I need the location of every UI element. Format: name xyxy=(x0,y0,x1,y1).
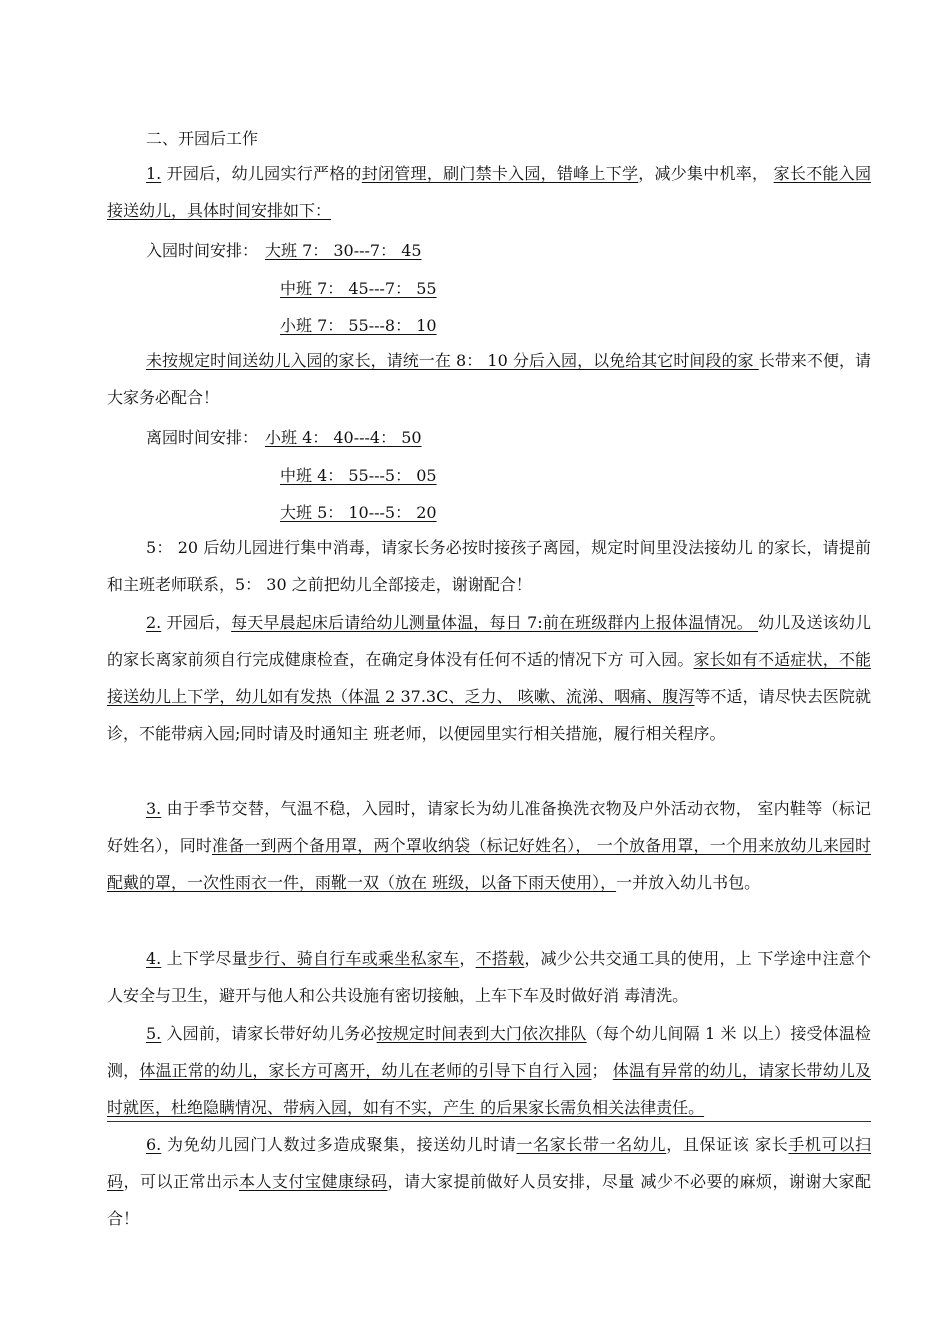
text-segment: 开园后， xyxy=(161,613,232,632)
underlined-text: 按规定时间表到大门依次排队 xyxy=(376,1024,587,1043)
text-segment: （每个幼儿间隔 1 米 以上）接受体温检测， xyxy=(107,1024,871,1080)
arrival-row-1: 大班 7： 30---7： 45 xyxy=(265,241,422,260)
item-number: 6. xyxy=(146,1135,162,1154)
underlined-text: 手机可以扫码 xyxy=(107,1135,871,1191)
arrival-schedule-label: 入园时间安排： xyxy=(146,241,259,260)
text-segment: ，可以正常出示 xyxy=(123,1172,239,1191)
item-5-paragraph xyxy=(107,1015,871,1126)
text-segment: 入园前，请家长带好幼儿务必 xyxy=(161,1024,377,1043)
underlined-text: 体温有异常的幼儿，请家长带幼儿及时就医，杜绝隐瞒情况、带病入园，如有不实，产生 的后果家长需负相关法律责任。 xyxy=(107,1061,871,1117)
section-title: 二、开园后工作 xyxy=(146,129,259,148)
disinfection-note: 5： 20 后幼儿园进行集中消毒，请家长务必按时接孩子离园，规定时间里没法接幼儿 的家长，请提前和主班老师联系，5： 30 之前把幼儿全部接走，谢谢配合！ xyxy=(107,538,871,594)
underlined-text: 体温正常的幼儿，家长方可离开，幼儿在老师的引导下自行入园 xyxy=(139,1061,592,1080)
underlined-text: 未按规定时间送幼儿入园的家长，请统一在 8： 10 分后入园，以免给其它时间段的家 xyxy=(146,351,759,370)
text-segment: 幼儿及送该幼儿的家长离家前须自行完成健康检查，在确定身体没有任何不适的情况下方 可入园。 xyxy=(107,613,871,669)
item-number: 2. xyxy=(146,613,162,632)
text-segment: ，减少公共交通工具的使用，上 下学途中注意个人安全与卫生，避开与他人和公共设施有密切接触，上车下车及时做好消 毒清洗。 xyxy=(107,949,871,1005)
item-4-paragraph xyxy=(107,940,871,1014)
text-segment: 开园后，幼儿园实行严格的 xyxy=(161,164,362,183)
horizontal-rule xyxy=(107,1121,871,1122)
underlined-text: 步行、骑自行车或乘坐私家车 xyxy=(247,949,460,968)
underlined-text: 封闭管理，刷门禁卡入园，错峰上下学 xyxy=(361,164,639,183)
item-number: 3. xyxy=(146,799,162,818)
item-1-paragraph xyxy=(107,155,871,229)
departure-row-1: 小班 4： 40---4： 50 xyxy=(265,428,422,447)
text-segment: 一并放入幼儿书包。 xyxy=(616,873,761,892)
text-segment: ，减少集中机率， xyxy=(638,164,774,183)
text-segment: 长带来不便，请大家务必配合！ xyxy=(107,351,871,407)
text-segment: 由于季节交替，气温不稳，入园时，请家长为幼儿准备换洗衣物及户外活动衣物， 室内鞋等（标记好姓名），同时 xyxy=(107,799,871,855)
text-segment: 为免幼儿园门人数过多造成聚集，接送幼儿时请 xyxy=(161,1135,517,1154)
departure-schedule-label: 离园时间安排： xyxy=(146,428,259,447)
underlined-text: 家长如有不适症状，不能接送幼儿上下学，幼儿如有发热（体温 2 37.3C、乏力、 咳嗽、流涕、咽痛、腹泻 xyxy=(107,650,871,706)
item-number: 1. xyxy=(146,164,162,183)
text-segment: 上下学尽量 xyxy=(161,949,248,968)
underlined-text: 准备一到两个备用罩，两个罩收纳袋（标记好姓名）， 一个放备用罩，一个用来放幼儿来园时配戴的罩，一次性雨衣一件，雨靴一双（放在 班级，以备下雨天使用）， xyxy=(107,836,871,892)
text-segment: ，请大家提前做好人员安排，尽量 减少不必要的麻烦，谢谢大家配合！ xyxy=(107,1172,871,1228)
underlined-text: 不搭载 xyxy=(475,949,525,968)
item-number: 5. xyxy=(146,1024,162,1043)
departure-row-3: 大班 5： 10---5： 20 xyxy=(280,503,437,522)
item-number: 4. xyxy=(146,949,162,968)
text-segment: ，且保证该 家长 xyxy=(666,1135,789,1154)
text-segment: 等不适，请尽快去医院就诊，不能带病入园;同时请及时通知主 班老师，以便园里实行相关措施，履行相关程序。 xyxy=(107,687,871,743)
underlined-text: 每天早晨起床后请给幼儿测量体温，每日 7:前在班级群内上报体温情况。 xyxy=(231,613,759,632)
underlined-text: 一名家长带一名幼儿 xyxy=(516,1135,667,1154)
item-6-paragraph xyxy=(107,1126,871,1237)
text-segment: ， xyxy=(459,949,476,968)
arrival-row-3: 小班 7： 55---8： 10 xyxy=(280,316,437,335)
underlined-text: 家长不能入园接送幼儿，具体时间安排如下： xyxy=(107,164,871,220)
item-2-paragraph xyxy=(107,604,871,752)
item-3-paragraph xyxy=(107,790,871,901)
late-arrival-note xyxy=(107,342,871,416)
arrival-row-2: 中班 7： 45---7： 55 xyxy=(280,279,437,298)
departure-row-2: 中班 4： 55---5： 05 xyxy=(280,466,437,485)
text-segment: ； xyxy=(591,1061,613,1080)
underlined-text: 本人支付宝健康绿码 xyxy=(238,1172,388,1191)
